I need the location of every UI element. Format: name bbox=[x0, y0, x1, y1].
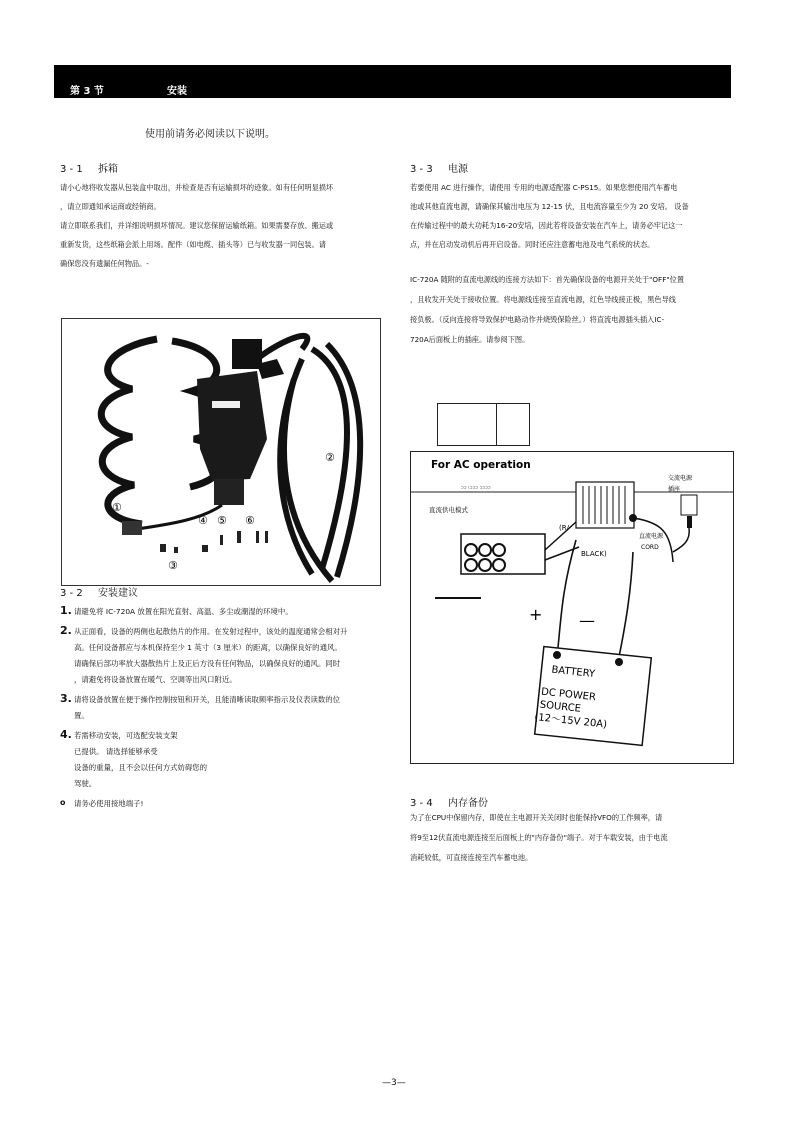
text-line: 请务必使用接地端子! bbox=[74, 799, 144, 808]
text-line: 确保您没有遗漏任何物品。- bbox=[60, 259, 149, 268]
text-line: 池或其他直流电源，请确保其输出电压为 12-15 伏，且电流容量至少为 20 安培。 设备 bbox=[410, 202, 689, 211]
heading-number: 3 - 4 bbox=[410, 798, 433, 809]
black-wire-label: BLACK) bbox=[581, 550, 607, 558]
section-title: 安装 bbox=[167, 86, 187, 97]
diagram-heading: For AC operation bbox=[431, 459, 531, 471]
ac-outlet bbox=[681, 495, 697, 515]
page-number: —3— bbox=[382, 1078, 406, 1088]
list-item bbox=[60, 796, 395, 812]
dc-cord-label: 直流电源 bbox=[639, 533, 664, 540]
text-line: ，请立即通知承运商或经销商。 bbox=[60, 202, 161, 211]
section-number: 第 3 节 bbox=[70, 86, 104, 97]
heading-text: 电源 bbox=[448, 164, 468, 175]
battery-label: DC POWER bbox=[540, 686, 597, 704]
heading-3-3 bbox=[410, 160, 468, 175]
item-number: 1. bbox=[60, 604, 72, 617]
heading-3-4 bbox=[410, 794, 488, 809]
text-line: 为了在CPU中保留内存，即使在主电源开关关闭时也能保持VFO的工作频率，请 bbox=[410, 813, 663, 822]
text-line: 接负极。（反向连接将导致保护电路动作并烧毁保险丝。）将直流电源插头插入IC- bbox=[410, 315, 665, 324]
ac-outlet-label: 交流电源 bbox=[668, 475, 693, 482]
heading-3-2 bbox=[60, 584, 138, 599]
item-number: 2. bbox=[60, 624, 72, 637]
text-line: 请小心地将收发器从包装盒中取出，并检查是否有运输损坏的迹象。如有任何明显损坏 bbox=[60, 183, 334, 192]
accessories-illustration bbox=[62, 319, 380, 585]
plus-sign: + bbox=[529, 605, 543, 624]
text-line: 点，并在启动发动机后再开启设备。同时还应注意蓄电池及电气系统的状态。 bbox=[410, 240, 655, 249]
ac-outlet-label-2: 插座 bbox=[668, 486, 681, 493]
text-line: 从正面看，设备的两侧也起散热片的作用。在发射过程中，该处的温度通常会相对升 bbox=[74, 627, 348, 636]
text-line: 请避免将 IC-720A 放置在阳光直射、高温、多尘或潮湿的环境中。 bbox=[74, 607, 293, 616]
list-item bbox=[60, 604, 395, 620]
battery-label: (12～15V 20A) bbox=[533, 712, 608, 731]
item-number: 3. bbox=[60, 692, 72, 705]
marker-6: ⑥ bbox=[245, 514, 255, 527]
text-line: 请将设备放置在便于操作控制按钮和开关，且能清晰读取频率指示及仪表读数的位 bbox=[74, 695, 341, 704]
section-header-bar bbox=[54, 65, 731, 98]
paragraph-3-3a bbox=[410, 178, 735, 254]
text-line: 将9至12伏直流电源连接至后面板上的"内存备份"端子。对于车载安装，由于电流 bbox=[410, 833, 668, 842]
text-line: ，且收发开关处于接收位置。将电源线连接至直流电源，红色导线接正极，黑色导线 bbox=[410, 295, 676, 304]
text-line: 置。 bbox=[74, 711, 89, 720]
small-parts bbox=[160, 531, 268, 553]
red-wire-label: (R/ bbox=[559, 524, 569, 532]
battery-label: BATTERY bbox=[550, 664, 596, 681]
marker-4: ④ bbox=[198, 514, 208, 527]
item-number: o bbox=[60, 798, 66, 807]
connector-plug bbox=[122, 521, 142, 535]
marker-5: ⑤ bbox=[217, 514, 227, 527]
text-line: 设备的重量，且不会以任何方式妨碍您的 bbox=[74, 763, 208, 772]
text-line: 消耗较低，可直接连接至汽车蓄电池。 bbox=[410, 853, 533, 862]
text-line: 高。任何设备都应与本机保持至少 1 英寸（3 厘米）的距离，以确保良好的通风。 bbox=[74, 643, 342, 652]
paragraph-3-1 bbox=[60, 178, 395, 273]
text-line: 已提供。 请选择能够承受 bbox=[74, 747, 158, 756]
text-line: 请立即联系我们，并详细说明损坏情况。建议您保留运输纸箱。如果需要存放、搬运或 bbox=[60, 221, 334, 230]
marker-3: ③ bbox=[168, 559, 178, 572]
list-item bbox=[60, 692, 395, 724]
dc-connector bbox=[461, 534, 545, 574]
paragraph-3-4 bbox=[410, 808, 735, 868]
ac-connection-diagram bbox=[410, 451, 734, 764]
text-line: 重新发货，这些纸箱会派上用场。配件（如电缆、插头等）已与收发器一同包装。请 bbox=[60, 240, 326, 249]
minus-sign: — bbox=[579, 611, 595, 630]
dc-cord-label-2: CORD bbox=[641, 544, 659, 551]
text-line: 720A后面板上的插座。请参阅下图。 bbox=[410, 335, 530, 344]
heading-number: 3 - 2 bbox=[60, 588, 83, 599]
text-line: 驾驶。 bbox=[74, 779, 97, 788]
heading-text: 安装建议 bbox=[98, 588, 138, 599]
heading-number: 3 - 3 bbox=[410, 164, 433, 175]
intro-text: 使用前请务必阅读以下说明。 bbox=[145, 129, 275, 140]
diagram-illustration bbox=[411, 452, 733, 763]
list-item bbox=[60, 728, 395, 792]
text-line: ，请避免将设备放置在暖气、空调等出风口附近。 bbox=[74, 675, 237, 684]
marker-2: ② bbox=[325, 451, 335, 464]
paragraph-3-3b bbox=[410, 270, 735, 350]
marker-1: ① bbox=[112, 501, 122, 514]
heading-3-1 bbox=[60, 160, 118, 175]
text-line: 在传输过程中的最大功耗为16-20安培，因此若将设备安装在汽车上，请务必牢记这一 bbox=[410, 221, 683, 230]
accessories-photo bbox=[61, 318, 381, 586]
diagram-faint-text: ɔɔ ɩɔɔɔ ɔɔɔɔ bbox=[461, 485, 491, 491]
installation-list bbox=[60, 604, 395, 812]
empty-box-pair bbox=[437, 403, 530, 446]
battery-label: SOURCE bbox=[539, 699, 582, 715]
text-line: 请确保后部功率放大器散热片上及正后方没有任何物品，以确保良好的通风。同时 bbox=[74, 659, 341, 668]
heading-text: 内存备份 bbox=[448, 798, 488, 809]
power-supply-unit bbox=[576, 482, 637, 528]
dc-mode-label: 直流供电模式 bbox=[429, 506, 468, 514]
item-number: 4. bbox=[60, 728, 72, 741]
heading-number: 3 - 1 bbox=[60, 164, 83, 175]
text-line: IC-720A 随附的直流电源线的连接方法如下：首先确保设备的电源开关处于"OFF"位置 bbox=[410, 275, 685, 284]
heading-text: 拆箱 bbox=[98, 164, 118, 175]
text-line: 若需移动安装，可选配安装支架 bbox=[74, 731, 178, 740]
text-line: 若要使用 AC 进行操作，请使用 专用的电源适配器 C-PS15。如果您想使用汽车蓄电 bbox=[410, 183, 678, 192]
list-item bbox=[60, 624, 395, 688]
